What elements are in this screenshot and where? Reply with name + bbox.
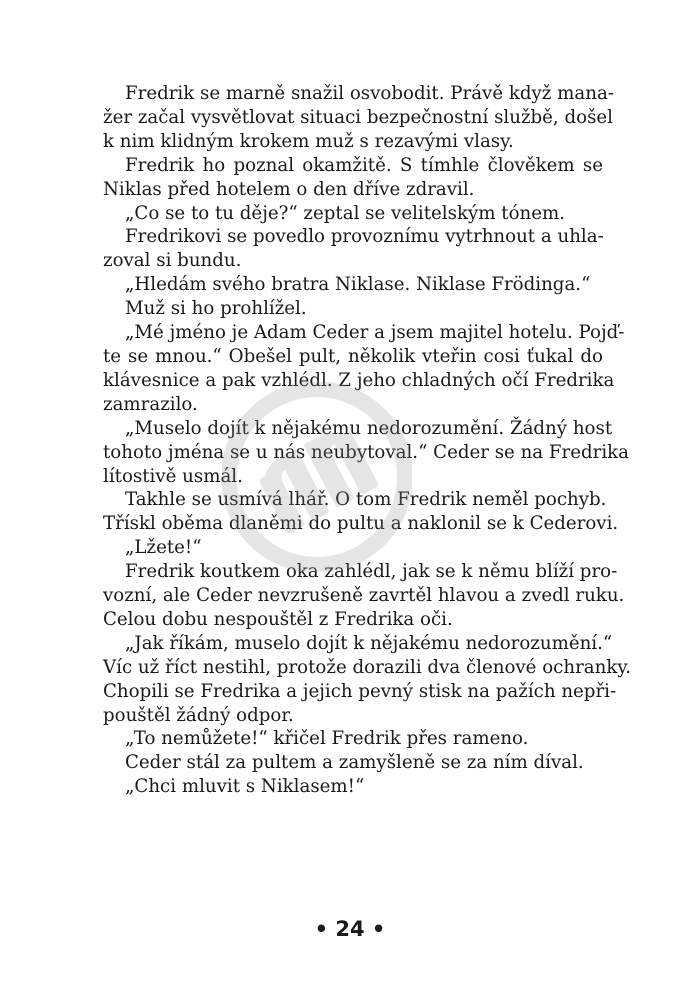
text-line: klávesnice a pak vzhlédl. Z jeho chladných očí Fredrika [103,369,615,391]
text-line: žer začal vysvětlovat situaci bezpečnostní službě, došel [103,106,613,128]
paragraph [103,536,603,560]
paragraph [103,727,603,751]
paragraph [103,154,603,202]
paragraph [103,273,603,297]
text-line: „Chci mluvit s Niklasem!“ [125,776,365,798]
text-line: Fredrik ho poznal okamžitě. S tímhle člověkem se [125,154,603,176]
page-number: • 24 • [314,917,386,941]
paragraph [103,775,603,799]
paragraph [103,225,603,273]
text-line: Fredrik se marně snažil osvobodit. Právě když mana- [125,83,614,104]
paragraph [103,560,625,632]
text-line: „Lžete!“ [125,537,202,559]
text-line: zamrazilo. [103,393,198,415]
text-line: „To nemůžete!“ křičel Fredrik přes rameno. [125,728,529,750]
text-line: „Jak říkám, muselo dojít k nějakému nedorozumění.“ [125,632,613,654]
book-text [103,82,631,799]
text-line: Chopili se Fredrika a jejich pevný stisk na pažích nepři- [103,680,617,702]
text-line: Třískl oběma dlaněmi do pultu a naklonil se k Cederovi. [103,513,619,535]
text-line: „Hledám svého bratra Niklase. Niklase Frödinga.“ [125,274,591,296]
paragraph [103,297,603,321]
text-line: Víc už říct nestihl, protože dorazili dva členové ochranky. [103,656,631,678]
text-line: „Muselo dojít k nějakému nedorozumění. Žádný host [125,417,613,439]
text-line: pouštěl žádný odpor. [103,704,294,726]
text-line: te se mnou.“ Obešel pult, několik vteřin cosi ťukal do [103,345,603,367]
text-line: lítostivě usmál. [103,465,243,487]
text-line: Celou dobu nespouštěl z Fredrika oči. [103,608,453,630]
text-line: „Co se to tu děje?“ zeptal se velitelským tónem. [125,202,566,224]
text-line: Takhle se usmívá lhář. O tom Fredrik neměl pochyb. [125,489,607,511]
text-line: tohoto jména se u nás neubytoval.“ Ceder se na Fredrika [103,441,630,463]
text-line: Fredrik koutkem oka zahlédl, jak se k němu blíží pro- [125,561,618,583]
paragraph [103,202,603,226]
text-line: Niklas před hotelem o den dříve zdravil. [103,178,475,200]
text-line: „Mé jméno je Adam Ceder a jsem majitel hotelu. Pojď- [125,322,625,344]
text-line: vozní, ale Ceder nevzrušeně zavrtěl hlavou a zvedl ruku. [103,585,625,607]
paragraph [103,417,630,489]
text-line: Fredrikovi se povedlo provoznímu vytrhnout a uhla- [125,226,604,248]
paragraph [103,632,631,728]
text-line: zoval si bundu. [103,250,242,272]
text-line: Ceder stál za pultem a zamyšleně se za ním díval. [125,752,584,774]
paragraph [103,321,625,417]
paragraph [103,751,603,775]
text-line: k nim klidným krokem muž s rezavými vlasy. [103,130,514,152]
paragraph [103,82,614,154]
text-line: Muž si ho prohlížel. [125,298,307,320]
paragraph [103,488,619,536]
